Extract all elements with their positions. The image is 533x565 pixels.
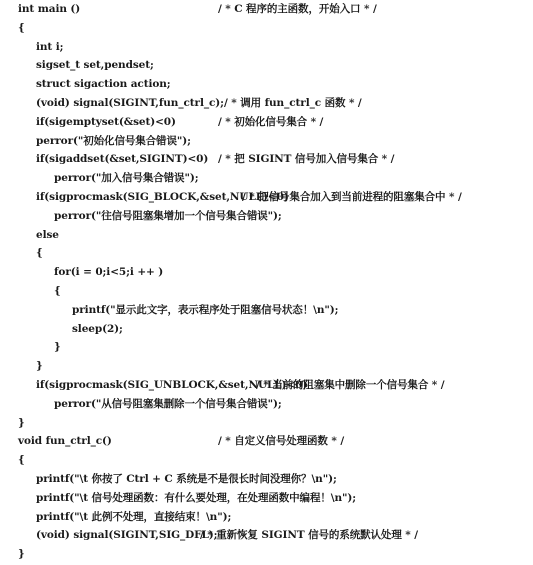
code-text: sleep(2);	[72, 322, 123, 335]
code-comment: / * 调用 fun_ctrl_c 函数 * /	[224, 97, 362, 109]
code-comment: / * C 程序的主函数，开始入口 * /	[218, 3, 377, 15]
code-text: sigset_t set,pendset;	[36, 59, 154, 72]
code-text: for(i = 0;i<5;i ++ )	[54, 266, 164, 279]
code-text: if(sigemptyset(&set)<0)	[36, 115, 176, 128]
code-text: printf("\t 你按了 Ctrl + C 系统是不是很长时间没理你？\n");	[36, 473, 337, 485]
code-text: if(sigprocmask(SIG_UNBLOCK,&set,NULL)<0)	[36, 379, 308, 391]
code-text: {	[18, 454, 25, 467]
code-comment: / * 把信号集合加入到当前进程的阻塞集合中 * /	[242, 191, 462, 203]
code-comment: / * 把 SIGINT 信号加入信号集合 * /	[218, 153, 395, 166]
code-comment: / * 自定义信号处理函数 * /	[218, 435, 345, 448]
code-text: if(sigaddset(&set,SIGINT)<0)	[36, 153, 209, 166]
code-text: if(sigprocmask(SIG_BLOCK,&set,NULL)<0)	[36, 191, 289, 203]
code-text: {	[36, 247, 43, 260]
code-comment: / * 当前的阻塞集中删除一个信号集合 * /	[256, 379, 445, 391]
code-comment: / * 初始化信号集合 * /	[218, 115, 324, 128]
code-text: else	[36, 228, 59, 241]
code-text: }	[18, 548, 25, 561]
code-text: perror("加入信号集合错误");	[54, 172, 199, 185]
code-text: {	[54, 285, 61, 297]
code-text: }	[36, 360, 43, 373]
code-text: void fun_ctrl_c()	[18, 435, 112, 448]
code-text: }	[18, 416, 25, 429]
code-text: perror("往信号阻塞集增加一个信号集合错误");	[54, 209, 282, 222]
code-text: (void) signal(SIGINT,SIG_DFL);	[36, 529, 218, 542]
code-text: perror("从信号阻塞集删除一个信号集合错误");	[54, 397, 282, 410]
code-text: perror("初始化信号集合错误");	[36, 134, 191, 147]
code-text: int main ()	[18, 3, 81, 15]
code-text: }	[54, 341, 61, 354]
code-text: int i;	[36, 40, 64, 53]
code-text: struct sigaction action;	[36, 78, 171, 91]
code-text: (void) signal(SIGINT,fun_ctrl_c);	[36, 97, 224, 109]
code-comment: / * 重新恢复 SIGINT 信号的系统默认处理 * /	[200, 529, 418, 542]
code-text: printf("显示此文字，表示程序处于阻塞信号状态！\n");	[72, 303, 339, 316]
code-line	[0, 543, 533, 565]
code-text: printf("\t 此例不处理，直接结束！\n");	[36, 510, 232, 523]
code-text: {	[18, 21, 25, 34]
code-text: printf("\t 信号处理函数：有什么要处理，在处理函数中编程！\n");	[36, 491, 357, 504]
